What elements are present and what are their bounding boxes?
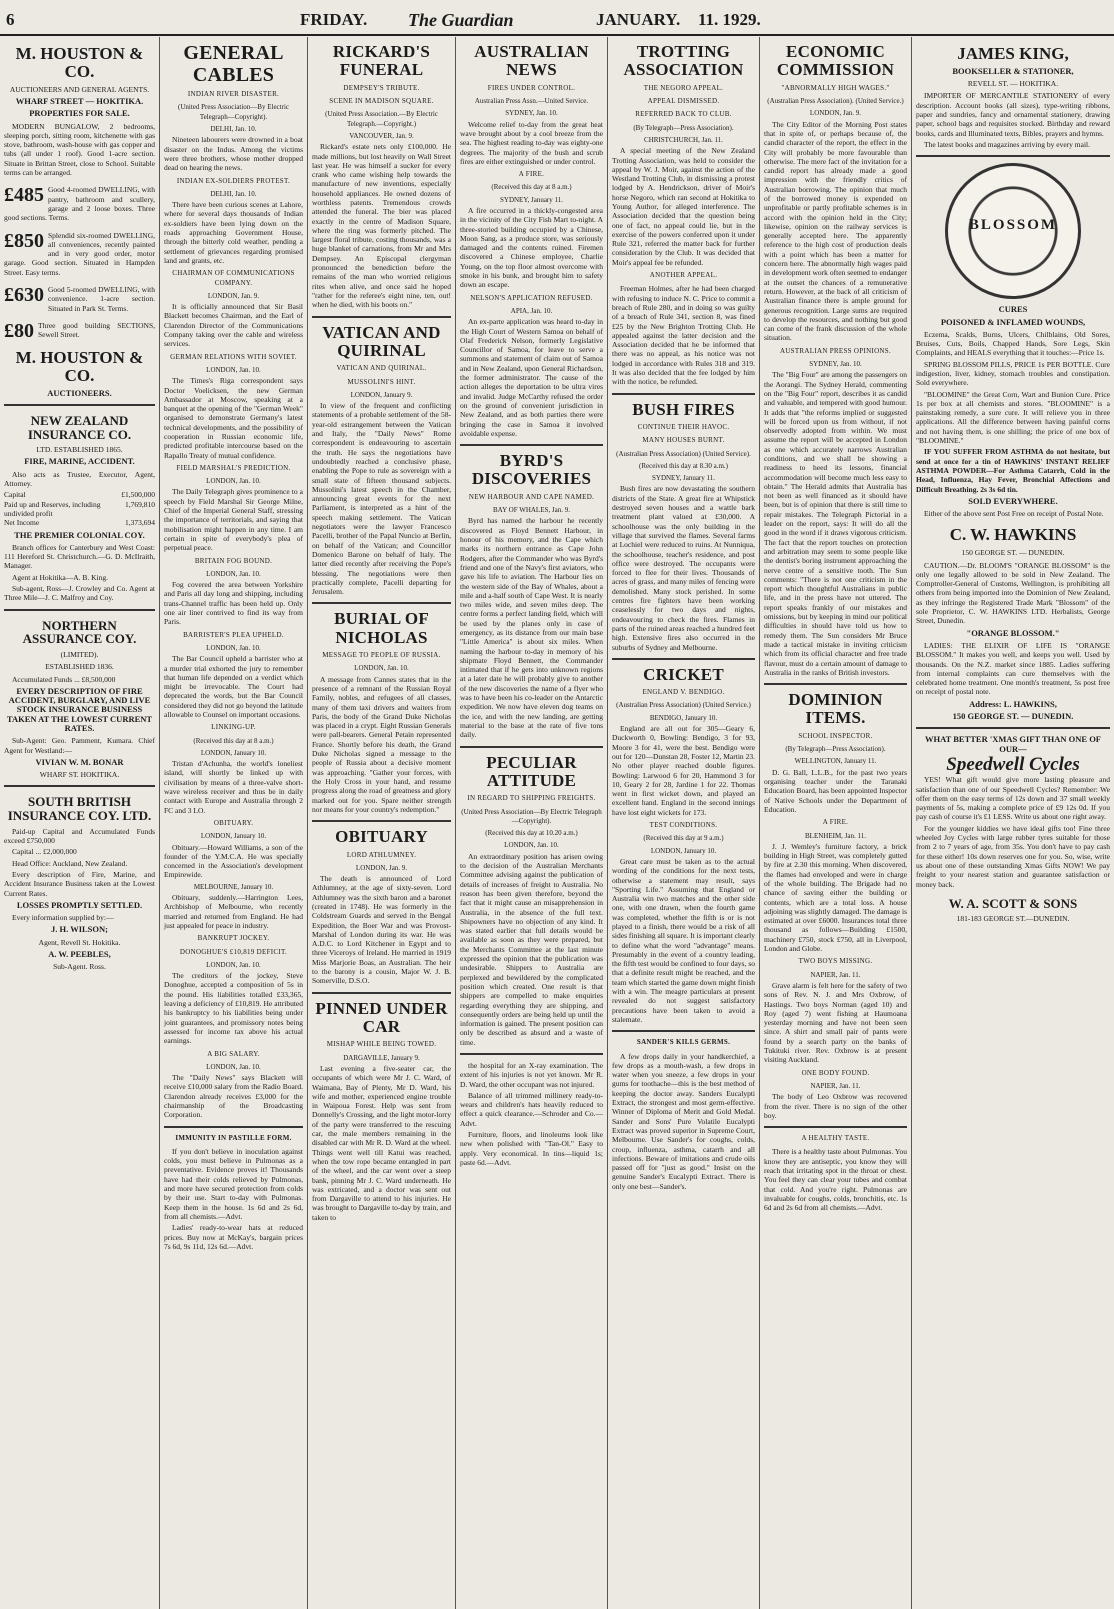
losses-settled: LOSSES PROMPTLY SETTLED.: [16, 899, 143, 910]
dateline: LONDON, Jan. 10.: [206, 960, 261, 969]
article-paragraph: An ex-parte application was heard to-day in the High Court of Western Samoa on behalf of Olaf Frederick Nelson, formerly Legislative Councillor of Samoa, for leave to serve a summons and statement of claim out of Samoa and in New Zealand, upon General Richardson, the former administrator. The cause of the action alleges the deportation to be ultra vires and invalid. Judge McCarthy refused the order on the ground of convenient jurisdiction in New Zealand, and as both parties there were bringing the case in Samoa it involved avoidable expense.: [460, 317, 603, 438]
houston-ad-title-2: M. HOUSTON & CO.: [15, 347, 144, 385]
article-paragraph: A special meeting of the New Zealand Trotting Association, was held to consider the appeal by W. J. Moir, against the action of the Westland Trotting Club, in dismissing a protest lodged by A. Hendrickson, driver of Moir's horse Negoro, which ran second at Hokitika to Young Author, for alleged interference. The Association decided that the question being one of fact, no appeal could lie, but in the exercise of the powers conferred upon it under Rule 321, referred the matter back for further consideration by the Club. It was decided that Moir's appeal fee be refunded.: [612, 146, 755, 267]
bush-fires-headline: BUSH FIRES: [632, 399, 735, 419]
northern-funds: Accumulated Funds ... £8,500,000: [12, 674, 116, 684]
credit-line: Australian Press Assn.—United Service.: [474, 97, 589, 106]
article-paragraph: Nineteen labourers were drowned in a boat disaster on the Indus. Among the victims were three brothers, whose mother dropped dead on hearing the news.: [164, 135, 303, 173]
nz-insurance-trustee: Also acts as Trustee, Executor, Agent, Attorney.: [4, 469, 155, 489]
dateline: LONDON, Jan. 9.: [207, 291, 260, 300]
divider: [312, 820, 451, 822]
divider: [312, 602, 451, 604]
hawkins-address: 150 GEORGE ST. — DUNEDIN.: [961, 548, 1065, 558]
article-paragraph: The body of Leo Oxbrow was recovered from the river. There is no sign of the other boy.: [764, 1092, 907, 1120]
column-1-ads: [0, 37, 160, 1609]
article-paragraph: England are all out for 305—Geary 6, Duckworth 0, Bowling: Bendigo, 3 for 93, Moore 3 for 41, were the best. Bendigo were out for 120—Dunstan 28, Foster 12, Martin 23. No other player reached double figures. Bowling: Larwood 6 for 20, Hammond 3 for 10, Geary 2 for 28, Jardine 1 for 22. Thomas went in first wicket down, and played an excellent hand. England in the second innings have lost eight wickets for 173.: [612, 724, 755, 817]
article-paragraph: the hospital for an X-ray examination. The extent of his injuries is not yet known. Mr R. D. Ward, the other occupant was not injured.: [460, 1060, 603, 1089]
hawkins-title: C. W. HAWKINS: [949, 525, 1077, 545]
information-supplied: Every information supplied by:—: [12, 913, 114, 923]
dateline: BAY OF WHALES, Jan. 9.: [493, 506, 570, 515]
credit-line: (United Press Association—By Electric Telegraph—Copyright).: [461, 807, 602, 825]
property-80: [4, 321, 155, 341]
dateline: LONDON, Jan. 10.: [504, 841, 559, 850]
advertisement-paragraph: Balance of all trimmed millinery ready-to-wears and children's hats heavily reduced to effect a quick clearance.—Schroder and Co.—Advt.: [460, 1090, 603, 1128]
article-paragraph: The death is announced of Lord Athlumney, at the age of sixty-seven. Lord Athlumney was the sixth baron and a baronet (created in 1748). He was formerly in the Coldstream Guards and served in the Bengal Expedition, the Boer War and was Provost-Marshal of London during its war. He was A.D.C. to Lord Kitchener in Egypt and to three Viceroys of Ireland. He married in 1919 Miss Marjorie Boas, an Australian. The heir to the barony is a cousin, Major W. J. B. Somerville, D.S.O.: [312, 874, 451, 986]
ledger-row: [4, 490, 155, 499]
article-paragraph: The "Big Four" are among the passengers on the Aorangi. The Sydney Herald, commenting on the "Big Four" report, describes it as candid and valuable, and tempered with good humour. It adds that "the reforms implied or suggested will be forced upon us from without, if not observedly adopted from within. We must assume the report will be accepted in London as one which accurately narrows Australian conditions, and we shall be showing a readiness to heed its lessons, financial accommodation will become much less easy to obtain." The Herald admits that Australia has not been as well financed as it should have been, but is of opinion that there is still time to repair mistakes. The Telegraph Pictorial in a leader on the report, says: It will do all the good in the word if it draws vigorous criticism. The fact that the report touches on protection and arbitration may seem to some people like the dentist's boring instrument approaching the nerve centre of a sensitive tooth. The Sun comments: "There is not one criticism in the report which thoughtful Australians in public life, and in the press have not uttered. The report speaks frankly of our mistakes and omissions, but by keeping in mind our political difficulties in should have told us how to remedy them. The Sun considers Mr Bruce made a tactical mistake in inviting criticism which from its official character and free trade flavour, must do a certain amount of damage to Australia in the ranks of British investors.: [764, 370, 907, 677]
houston-auctioneers: AUCTIONEERS.: [47, 387, 112, 398]
subhead: MANY HOUSES BURNT.: [642, 436, 725, 445]
subhead: ENGLAND V. BENDIGO.: [642, 688, 725, 697]
dateline: LONDON, January 10.: [650, 846, 717, 855]
advertisement-paragraph: If you don't believe in inoculation against colds, you must believe in Pulmonas as a preventative. Evidence proves it! Thousands have had their colds relieved by Pulmonas, and more have secured protection from colds by their use. Start to-day with Pulmonas. Keep them in the house. 1s 6d and 2s 6d, from all chemists.—Advt.: [164, 1146, 303, 1221]
subhead: SANDER'S KILLS GERMS.: [636, 1038, 731, 1047]
houston-subtitle: AUCTIONEERS AND GENERAL AGENTS.: [9, 84, 150, 94]
subhead: AUSTRALIAN PRESS OPINIONS.: [779, 346, 892, 355]
column-2-general-cables: [160, 37, 308, 1609]
nz-insurance-title: NEW ZEALAND INSURANCE CO.: [27, 412, 132, 442]
article-paragraph: J. J. Wemley's furniture factory, a brick building in High Street, was completely gutted by fire at 2.30 this morning. When discovered, the flames had enveloped and were in charge of the whole building. The Brigade had no chance of saving either the building or contents, which are a total loss. A house adjoining was slightly damaged. The damage is estimated at over £6000. Insurances total three thousand as follows—Building £1500, machinery £750, stock £750, all in Liverpool, London and Globe.: [764, 841, 907, 954]
advertisement-paragraph: A few drops daily in your handkerchief, a few drops as a mouth-wash, a few drops in water when you sneeze, a few drops in your gums for toothache—this is the best method of keeping the doctor away. Sanders Eucalypti Extract, the strongest and most germ-effective. Winner of Diploma of Merit and Gold Medal. Sander and Sons' Pure Volatile Eucalypti Extract was proved superior in Supreme Court, Melbourne. Use Sander's for coughs, colds, croup, influenza, asthma, catarrh and all infections. Beware of imitations and crude oils passed off for "just as good." Insist on the genuine Sander's Eucalypti Extract. There is only one best—Sander's.: [612, 1051, 755, 1191]
property-bungalow: MODERN BUNGALOW, 2 bedrooms, sleeping porch, sitting room, kitchenette with gas stove, bathroom, wash-house with gas copper and tubs (all under 1 roof). Good 1-acre section. Situate in Brittan Street, close to School. Suitable terms can be arranged.: [4, 121, 155, 178]
subhead: A FIRE.: [518, 170, 545, 179]
column-5-trotting: [608, 37, 760, 1609]
divider: [916, 155, 1110, 157]
northern-agents: Sub-Agent: Geo. Pamment, Kumara. Chief Agent for Westland:—: [4, 736, 155, 755]
ledger-value: £1,500,000: [121, 490, 155, 500]
article-paragraph: D. G. Ball, L.L.B., for the past two years organising teacher under the Taranaki Education Board, has been appointed Inspector of Native Schools under the Department of Education.: [764, 767, 907, 814]
bonar-name: VIVIAN W. M. BONAR: [35, 756, 124, 767]
dateline: NAPIER, Jan. 11.: [810, 1081, 861, 1090]
burial-headline: BURIAL OF NICHOLAS: [334, 609, 429, 647]
blossom-text: SPRING BLOSSOM PILLS, PRICE 1s PER BOTTLE. Cure indigestion, liver, kidney, stomach troubles and constipation. Sold everywhere.: [916, 359, 1110, 388]
pinned-headline: PINNED UNDER CAR: [315, 998, 448, 1037]
dateline: LONDON, January 9.: [350, 390, 413, 399]
peebles-name: A. W. PEEBLES,: [48, 949, 111, 960]
subhead: OBITUARY.: [213, 818, 254, 827]
column-3-rickard: [308, 37, 456, 1609]
peculiar-headline: PECULIAR ATTITUDE: [486, 752, 577, 790]
dateline: LONDON, Jan. 10.: [206, 477, 261, 486]
rickards-funeral-headline: RICKARD'S FUNERAL: [332, 42, 431, 80]
wilson-name: J. H. WILSON;: [51, 924, 108, 935]
northern-description: EVERY DESCRIPTION OF FIRE ACCIDENT, BURGLARY, AND LIVE STOCK INSURANCE BUSINESS TAKEN AT THE LOWEST CURRENT RATES.: [6, 685, 153, 733]
northern-established: ESTABLISHED 1836.: [45, 662, 114, 672]
northern-title: NORTHERN ASSURANCE COY.: [22, 617, 137, 647]
price-850: £850: [4, 229, 44, 252]
ledger-label: Net Income: [4, 518, 40, 528]
subhead: GERMAN RELATIONS WITH SOVIET.: [170, 352, 297, 361]
article-paragraph: The City Editor of the Morning Post states that in spite of, or perhaps because of, the candid character of the report, the effect in the City will probably be more favourable than otherwise. The mere fact of the invitation for a candid report has already made a good impression with the friendly critics of Australian borrowing. The opinion that much of the borrowed money is expended on unprofitable or partly profitable schemes is in accord with the opinion held in the City; likewise, opinion on the railway services is generally accepted here. The apparently reference to the high cost of production deals with a point which has been a matter for concern here. The abnormally high wages paid in development work often seemed to endanger at the outset the chances of a remunerative return. However, at the back of all criticism of Australian finance there is ample ground for generous recognition. Large sums are required to develop the resources, and nothing but good can come of the frank discussion of the whole situation.: [764, 119, 907, 343]
properties-heading: PROPERTIES FOR SALE.: [29, 108, 130, 119]
article-paragraph: Rickard's estate nets only £100,000. He made millions, but lost heavily on Wall Street last year. He was himself a sucker for every crank who came wishing help towards the manufacture of new inventions, especially household appliances. He owned dozens of worthless patents. Tremendous crowds attended the funeral. The bier was placed exactly in the centre of Madison Square, where the ring was formerly pitched. The largest floral tribute, costing thousands, was a huge blanket of carnations, from Mr and Mrs Dempsey. An Episcopal clergyman pronounced the benediction before the remains of the man who worried religious rites when alive, and once said he hoped "rather for the referee's eight nine, ten, out! when he died, with his boots on.": [312, 142, 451, 310]
masthead-day: FRIDAY.: [300, 10, 368, 29]
south-british-title: SOUTH BRITISH INSURANCE COY. LTD.: [7, 794, 152, 824]
blossom-text: Eczema, Scalds, Burns, Ulcers, Chilblains, Old Sores, Bruises, Cuts, Boils, Chapped Hands, Sore Legs, Skin Complaints, and HEALS everything that it touches:—Price 1s.: [916, 329, 1110, 358]
better-gift: WHAT BETTER 'XMAS GIFT THAN ONE OF OUR—: [924, 734, 1101, 754]
sub-agents: Sub-agent, Ross—J. Crowley and Co. Agent at Three Mile—J. C. Malfroy and Coy.: [4, 584, 155, 603]
credit-line: (United Press Association.—By Electric Telegraph.—Copyright.): [325, 110, 438, 128]
divider: [4, 785, 155, 787]
page-number: 6: [6, 10, 15, 29]
article-paragraph: The Daily Telegraph gives prominence to a speech by Field Marshal Sir George Milne, Chief of the Imperial General Staff, stressing the importance of territorials, and saying that mobilisation might happen in any time. I am certain in spite of everybody's plea of perpetual peace.: [164, 487, 303, 553]
subhead: DONOGHUE'S £10,819 DEFICIT.: [179, 947, 288, 956]
ledger-label: Paid up and Reserves, including undivided profit: [4, 499, 101, 518]
divider: [764, 683, 907, 685]
received-line: (Received this day at 10.20 a.m.): [485, 829, 578, 838]
article-paragraph: The "Daily News" says Blackett will receive £10,000 salary from the Radio Board. Clarendon already receives £3,000 for the chairmanship of the Broadcasting Corporation.: [164, 1073, 303, 1120]
advertisement-paragraph: Furniture, floors, and linoleums look like new when polished with "Tan-Ol." Easy to apply. Very economical. In tins—liquid 1s; paste 6d.—Advt.: [460, 1130, 603, 1167]
dominion-headline: DOMINION ITEMS.: [788, 690, 883, 728]
article-paragraph: There have been curious scenes at Lahore, where for several days thousands of Indian ex-soldiers have been lying down on the roads approaching Government House, through the bitterly cold weather, pending a settlement of grievances regarding promised land and grants, etc.: [164, 200, 303, 265]
dateline: SYDNEY, Jan. 10.: [505, 109, 558, 118]
south-british-capital: Capital ... £2,000,000: [12, 847, 77, 857]
cricket-headline: CRICKET: [643, 664, 724, 684]
cycles-text: For the younger kiddies we have ideal gifts too! Fine three wheeled Joy Cycles with large rubber tyres suitable for those from 2 to 7 years of age, from 35s. You don't have to pay cash for these either! 10s down reserves one for you. So, wise, write us about one of these outstanding Xmas Gifts NOW! We pay freight to your nearest station and guarantee satisfaction or money back.: [916, 823, 1110, 889]
speedwell-cycles: Speedwell Cycles: [946, 753, 1080, 775]
poisoned-wounds: POISONED & INFLAMED WOUNDS,: [940, 316, 1086, 327]
subhead: BANKRUPT JOCKEY.: [197, 934, 270, 943]
scott-address: 181-183 GEORGE ST.—DUNEDIN.: [956, 914, 1070, 924]
subhead: INDIAN RIVER DISASTER.: [187, 90, 280, 99]
agent-hokitika: Agent at Hokitika—A. B. King.: [12, 572, 109, 582]
subhead: CONTINUE THEIR HAVOC.: [637, 422, 730, 431]
subhead: INDIAN EX-SOLDIERS PROTEST.: [176, 176, 291, 185]
subhead: BRITAIN FOG BOUND.: [194, 556, 273, 565]
obituary-headline: OBITUARY: [335, 827, 428, 847]
article-paragraph: An extraordinary position has arisen owing to the decision of the Australian Merchants Committee advising against the publication of details of increases of freight to Australia. No reason has been given therefore, beyond the fact that it might cause an misapprehension in Australia, in the absence of the full text. Shipowners have no objection of any kind. It was stated earlier that full details would be available as soon as they were prepared, but the Merchants Committee at the last minute expressed the opinion that the publication was undesirable. Shippers to Australia are perplexed and bewildered by the complicated position which created. One result is that shippers are compelled to make enquiries regarding everything they are shipping, and consequently orders are being held up until the information is gained. The present position can only be described as absurd and a waste of time.: [460, 851, 603, 1047]
dateline: SYDNEY, January 11.: [652, 474, 715, 483]
northern-limited: (LIMITED).: [60, 649, 99, 659]
dateline: LONDON, Jan. 10.: [206, 365, 261, 374]
article-paragraph: Freeman Holmes, after he had been charged with refusing to induce N. C. Price to commit a breach of Rule 280, and in doing so was guilty of a breach of Rule 341, section 8, was fined £25 by the New Brighton Trotting Club. He appealed against the latter decision and the Association decided that he be informed that there was no appeal, as his notice was not lodged in accordance with Rules 318 and 319. It was also decided that the fee lodged by him with the notice, be refunded.: [612, 284, 755, 387]
advertisement-paragraph: Ladies' ready-to-wear hats at reduced prices. Buy now at McKay's, bargain prices 7s 6d, 9s 11d, 12s 6d.—Advt.: [164, 1223, 303, 1251]
divider: [460, 746, 603, 748]
credit-line: (By Telegraph—Press Association).: [785, 745, 886, 754]
dateline: LONDON, Jan. 10.: [206, 643, 261, 652]
subhead: DEMPSEY'S TRIBUTE.: [343, 83, 420, 92]
sold-everywhere: SOLD EVERYWHERE.: [968, 495, 1058, 506]
hawkins-address-2: 150 GEORGE ST. — DUNEDIN.: [952, 711, 1074, 722]
subhead: SCENE IN MADISON SQUARE.: [329, 97, 434, 106]
south-british-paid: Paid-up Capital and Accumulated Funds exceed £750,000: [4, 826, 155, 846]
received-line: (Received this day at 8 a.m.): [491, 183, 572, 192]
subhead: FIELD MARSHAL'S PREDICTION.: [176, 463, 291, 472]
south-british-office: Head Office: Auckland, New Zealand.: [12, 858, 128, 868]
dateline: LONDON, January 10.: [200, 748, 267, 757]
james-king-text: IMPORTER OF MERCANTILE STATIONERY of every description. Account books (all sizes), type-writing ribbons, paper and sundries, fancy and ornamental stationery, drawing paper, school bags and requisites stocked. Birthday and reward books, cards and Illuminated texts, Bibles, prayers and hymns.: [916, 91, 1110, 138]
hawkins-address-label: Address: L. HAWKINS,: [969, 698, 1057, 709]
article-paragraph: Obituary, suddenly.—Harrington Lees, Archbishop of Melbourne, who recently married and returned from England. He had just appealed for peace in industry.: [164, 893, 303, 930]
dateline: LONDON, Jan. 10.: [206, 1062, 261, 1071]
column-7-ads: [912, 37, 1114, 1609]
credit-line: (Australian Press Association). (United Service.): [767, 97, 904, 106]
divider: [164, 1126, 303, 1128]
south-british-desc: Every description of Fire, Marine, and Accident Insurance Business taken at the Lowest Current Rates.: [4, 869, 155, 898]
credit-line: (United Press Association—By Electric Telegraph—Copyright).: [177, 103, 289, 121]
property-850: [4, 231, 155, 277]
dateline: DELHI, Jan. 10.: [210, 125, 257, 134]
james-king-title: JAMES KING,: [957, 44, 1069, 63]
premier-colonial: THE PREMIER COLONIAL COY.: [14, 529, 145, 540]
subhead: TEST CONDITIONS.: [649, 821, 718, 830]
columns: [0, 37, 1114, 1609]
article-paragraph: Great care must be taken as to the actual wording of the conditions for the next tests, otherwise a statement may result, says "Sporting Life." Assuming that England or Australia win two matches and the other side one, with one drawn, when the fourth game was completed, whether the fifth is or is not played to a finish, there would be a risk of all sides finishing all square. It is important clearly to define what the word "advantage" means. Presumably in the event of a country leading, the fifth test would be confined to four days, so that a definite result might be reached, and the team which started the game down might finish with a win. The meagre particulars at present revealed do not suggest satisfactory precautions have been taken to avoid a stalemate.: [612, 856, 755, 1024]
ledger-row: [4, 500, 155, 519]
article-paragraph: Byrd has named the harbour he recently discovered as Floyd Bennett Harbour, in honour of his memory, and the Cape which marks its northern entrance as Cape John Rodgers, after the Commander who was Byrd's friend and one of the Navy's first aviators, who gave his life to aviation. The Harbour lies on the western side of the Bay of Whales, about a mile and a-half south of Cape West. It is nearly two miles wide, and seven miles deep. The centre forms a perfect landing field, which will be used by the planes only in case of emergency, as its distance from our main base "Little America" is about six miles. When naming the harbour to-day in memory of his shipmate Floyd Bennett, the Commander intimated that if he gets into unknown regions at a later date he will probably give to another of the new discoveries the name of a flyer who was to have been his co-leader on the Antarctic expedition. We now have eleven dog teams on the ice, and with the new landing, are getting material to the base at the rate of five tons daily.: [460, 516, 603, 740]
divider: [612, 658, 755, 660]
dateline: BLENHEIM, Jan. 11.: [805, 831, 866, 840]
advertisement-paragraph: There is a healthy taste about Pulmonas. You know they are antiseptic, you know they will reach that irritating spot in the throat or chest. You feel they can clear your tubes and combat that cold. And you're right. Pulmonas are invaluable for coughs, colds, bronchitis, etc. 1s 6d and 2s 6d from all chemists.—Advt.: [764, 1147, 907, 1213]
received-line: (Received this day at 8.30 a.m.): [638, 461, 729, 470]
masthead-month: JANUARY.: [596, 10, 681, 29]
nz-insurance-ledger: [4, 490, 155, 527]
article-paragraph: In view of the frequent and conflicting statements of a probable settlement of the 58-year-old estrangement between the Vatican and Italy, the "Daily News" Rome correspondent is endeavouring to ascertain the truth. He says the negotiations have undoubtedly reached a conclusive phase, enabling the Pope to rule as sovereign with a small state of fifteen thousand subjects. Mussolini's latest speech in the Chamber, announcing great events for the next Parliament, is interpreted as a hint of the speech making settlement. The Vatican negotiators were the lawyer Francesco Pacelli, brother of the Papal Nuncio at Berlin, on behalf of the Vatican; and Councillor Domenico Barone on behalf of Italy. The latter died recently after receiving the Pope's blessing. The negotiations were then practically complete, Pacelli departing for Jerusalem.: [312, 401, 451, 597]
subhead: NEW HARBOUR AND CAPE NAMED.: [468, 492, 595, 501]
subhead: A HEALTHY TASTE.: [801, 1134, 870, 1143]
wilson-agent: Agent, Revell St. Hokitika.: [38, 937, 121, 947]
divider: [460, 1053, 603, 1055]
dateline: NAPIER, Jan. 11.: [810, 970, 861, 979]
property-80-text: Three good building SECTIONS, Sewell Street.: [38, 320, 155, 340]
masthead-date: 11. 1929.: [698, 10, 761, 29]
general-cables-headline: GENERAL CABLES: [183, 42, 284, 86]
ledger-row: [4, 518, 155, 527]
divider: [4, 404, 155, 406]
branch-offices: Branch offices for Canterbury and West Coast: 111 Hereford St. Christchurch.—G. D. McIlraith, Manager.: [4, 542, 155, 571]
article-paragraph: The creditors of the jockey, Steve Donoghue, accepted a composition of 5s in the pound. His liabilities totalled £33,365, leaving a deficiency of £10,819. He attributed his bankruptcy to his liabilities being under joint guarantees, and promissory notes being assessed for income tax above his actual earnings.: [164, 971, 303, 1046]
dateline: SYDNEY, January 11.: [500, 195, 563, 204]
ledger-label: Capital: [4, 490, 26, 500]
trotting-headline: TROTTING ASSOCIATION: [623, 42, 744, 80]
subhead: MISHAP WHILE BEING TOWED.: [326, 1040, 437, 1049]
orange-blossom-seal: [945, 163, 1081, 299]
received-line: (Received this day at 9 a.m.): [643, 834, 724, 843]
dateline: MELBOURNE, January 10.: [193, 882, 274, 891]
article-paragraph: Fog covered the area between Yorkshire and Paris all day long and shipping, including trans-Channel traffic has been held up. Only one air liner contrived to find its way from Paris.: [164, 580, 303, 627]
dateline: LONDON, Jan. 10.: [206, 569, 261, 578]
ladies-text: LADIES: THE ELIXIR OF LIFE IS "ORANGE BLOSSOM." It makes you well, and keeps you well. Used by thousands. On the N.Z. market since 1885. Ladies suffering from internal complaints can cure themselves with the celebrated home treatment. One month's treatment, 5s post free on receipt of postal note.: [916, 640, 1110, 697]
australian-news-headline: AUSTRALIAN NEWS: [474, 42, 589, 80]
seal-text: BLOSSOM: [968, 217, 1058, 234]
peebles-sub-agent: Sub-Agent. Ross.: [53, 962, 106, 972]
credit-line: (Australian Press Association) (United Service.): [616, 701, 751, 710]
divider: [4, 609, 155, 611]
subhead: A BIG SALARY.: [207, 1049, 260, 1058]
article-paragraph: A fire occurred in a thickly-congested area in the vicinity of the City Fish Mart to-night. A three-storied building occupied by a Chinese, Moon Sang, as a produce store, was seriously damaged and the contents ruined. Firemen discovered a Chinese employee, Charlie Young, on the top floor almost overcome with smoke in his bunk, and brought him to safety down an escape.: [460, 205, 603, 290]
dateline: WELLINGTON, January 11.: [794, 757, 877, 766]
price-80: £80: [4, 319, 34, 342]
column-6-economic: [760, 37, 912, 1609]
ledger-value: 1,373,694: [125, 518, 155, 528]
property-630-text: Good 5-roomed DWELLING, with convenience. 1-acre section. Situated in Park St. Terms.: [48, 285, 155, 313]
price-485: £485: [4, 184, 44, 207]
property-485-text: Good 4-roomed DWELLING, with pantry, bathroom and scullery, garage and 2 loose boxes. Three good sections. Terms.: [4, 185, 155, 223]
orange-blossom-label: "ORANGE BLOSSOM.": [966, 627, 1060, 638]
article-paragraph: It is officially announced that Sir Basil Blackett becomes Chairman, and the Earl of Clarendon Director of the Communications Company taking over the cable and wireless services.: [164, 302, 303, 349]
vatican-headline: VATICAN AND QUIRINAL: [322, 322, 441, 360]
subhead: FIRES UNDER CONTROL.: [487, 83, 576, 92]
divider: [312, 992, 451, 994]
dateline: LONDON, Jan. 10.: [354, 664, 409, 673]
economic-headline: ECONOMIC COMMISSION: [776, 42, 895, 80]
article-paragraph: The Times's Riga correspondent says Doctor Voelicksen, the new German Ambassador at Moscow, speaking at a banquet at the opening of the "German Week" organised to demonstrate Germany's latest technical developments, and the possibility of cooperation in Russian economic life, predicted profitable intercourse based on the Rapallo Treaty of mutual confidence.: [164, 376, 303, 460]
dateline: VANCOUVER, Jan. 9.: [349, 131, 414, 140]
divider: [916, 727, 1110, 729]
scott-title: W. A. SCOTT & SONS: [948, 895, 1078, 911]
subhead: BARRISTER'S PLEA UPHELD.: [183, 630, 284, 639]
subhead: LORD ATHLUMNEY.: [346, 850, 417, 859]
received-line: (Received this day at 8 a.m.): [193, 736, 274, 745]
james-king-text: The latest books and magazines arriving by every mail.: [924, 139, 1090, 149]
subhead: IN REGARD TO SHIPPING FREIGHTS.: [467, 794, 596, 803]
houston-ad-title: M. HOUSTON & CO.: [15, 44, 144, 81]
subhead: ANOTHER APPEAL.: [649, 271, 718, 280]
column-4-australian: [456, 37, 608, 1609]
subhead: LINKING-UP.: [211, 723, 256, 732]
subhead: IMMUNITY IN PASTILLE FORM.: [175, 1133, 292, 1142]
houston-address: WHARF STREET — HOKITIKA.: [15, 95, 144, 106]
cycles-text: YES! What gift would give more lasting pleasure and satisfaction than one of our Speedwell Cycles? Remember: We offer them on the easy terms of 12s down and 37 small weekly payments of 5s, making a complete price of £9 12s 0d. If you pay cash of course it's £1 LESS. Write us about one right away.: [916, 775, 1110, 822]
masthead-title: The Guardian: [408, 10, 514, 30]
dateline: APIA, Jan. 10.: [510, 306, 553, 315]
credit-line: (By Telegraph—Press Association).: [633, 123, 734, 132]
subhead: APPEAL DISMISSED.: [647, 97, 720, 106]
cures-label: CURES: [998, 304, 1028, 315]
subhead: A FIRE.: [822, 818, 849, 827]
ledger-value: 1,769,810: [125, 499, 155, 509]
subhead: "ABNORMALLY HIGH WAGES.": [781, 83, 890, 92]
article-paragraph: The Bar Council upheld a barrister who at a murder trial exhorted the jury to remember that human life depended on a verdict which might be irrevocable. The Court had deprecated the words, but the Bar Council considered they did not go beyond the latitude allowable to Counsel on important occasions.: [164, 654, 303, 719]
subhead: SCHOOL INSPECTOR.: [798, 731, 873, 740]
property-850-text: Splendid six-roomed DWELLING, all conveniences, recently painted and in very good order, motor garage. Good section. Situated in Hampden Street. Easy terms.: [4, 230, 155, 277]
article-paragraph: Tristan d'Achunha, the world's loneliest island, will shortly be linked up with civilisation by means of a three-valve short-wave wireless receiver and thus be in daily contact with Europe and Australia through 2 FC and 3 LO.: [164, 759, 303, 815]
subhead: ONE BODY FOUND.: [801, 1068, 870, 1077]
divider: [612, 1030, 755, 1032]
dateline: CHRISTCHURCH, Jan. 11.: [644, 135, 723, 144]
subhead: REFERRED BACK TO CLUB.: [635, 110, 732, 119]
james-king-subtitle: BOOKSELLER & STATIONER,: [952, 65, 1074, 76]
divider: [460, 444, 603, 446]
dateline: LONDON, January 10.: [200, 832, 267, 841]
james-king-address: REVELL ST. — HOKITIKA.: [967, 79, 1059, 89]
subhead: THE NEGORO APPEAL.: [643, 83, 724, 92]
divider: [612, 393, 755, 395]
property-630: [4, 285, 155, 313]
article-paragraph: A message from Cannes states that in the presence of a remnant of the Russian Royal Family, nobles, and refugees of all classes, many of them taxi drivers and waiters from Paris, the body of the Grand Duke Nicholas was placed in a crypt. Eight Russian Generals were pall-bearers. General Petain represented France. Shortly before his death, the Grand Duke Nicholas signed a message to the people of Russia about a decisive moment was approaching. "Gather your forces, with the Holy Cross in your hand, and resume progress along the road of greatness and glory marked out for you. Spare neither strength nor means for your country's redemption.": [312, 674, 451, 814]
nz-insurance-est: LTD. ESTABLISHED 1865.: [36, 445, 123, 455]
divider: [764, 1126, 907, 1128]
credit-line: (Australian Press Association) (United Service).: [616, 449, 751, 458]
subhead: VATICAN AND QUIRINAL.: [336, 364, 427, 373]
article-paragraph: Grave alarm is felt here for the safety of two sons of Rev. N. J. and Mrs Oxbrow, of Hastings. Two boys Norman (aged 10) and Roy (aged 7) went fishing at Haumoana yesterday morning and have not been seen since. A shirt and small pair of pants were found by a search party on the banks of Tukituki river. Rev. Oxbrow is at present visiting Auckland.: [764, 980, 907, 1065]
bloomine-text: "BLOOMINE" the Great Corn, Wart and Bunion Cure. Price 1s per box at all chemists and stores. "BLOOMINE" is a painstaking remedy, a sure cure. It will relieve you in three applications. All the difference between having painful corns and not having them, is one shilling; the price of one box of "BLOOMINE.": [916, 389, 1110, 446]
bonar-address: WHARF ST. HOKITIKA.: [39, 770, 120, 780]
subhead: MUSSOLINI'S HINT.: [347, 377, 416, 386]
nz-insurance-kinds: FIRE, MARINE, ACCIDENT.: [24, 456, 135, 467]
dateline: SYDNEY, Jan. 10.: [809, 360, 862, 369]
dateline: DELHI, Jan. 10.: [210, 189, 257, 198]
property-485: [4, 185, 155, 222]
dateline: LONDON, Jan. 9.: [355, 863, 408, 872]
article-paragraph: Welcome relief to-day from the great heat wave brought about by a cool breeze from the sea. The highest reading to-day was eighty-one degrees. The majority of the bush and scrub fires are either extinguished or under control.: [460, 119, 603, 166]
caution-text: CAUTION.—Dr. BLOOM'S "ORANGE BLOSSOM" is the only one legally allowed to be sold in New Zealand. The Comptroller-General of Customs, Wellington, is prohibiting all others from being imported into the Dominion of New Zealand, as they infringe the Registered Trade Mark "Blossom" of the sole Proprietor, C. W. HAWKINS LTD. Herbalists, George Street, Dunedin.: [916, 560, 1110, 626]
subhead: NELSON'S APPLICATION REFUSED.: [470, 293, 593, 302]
price-630: £630: [4, 284, 44, 307]
divider: [312, 316, 451, 318]
subhead: TWO BOYS MISSING.: [798, 957, 873, 966]
subhead: MESSAGE TO PEOPLE OF RUSSIA.: [322, 651, 441, 660]
dateline: DARGAVILLE, January 9.: [343, 1053, 420, 1062]
masthead: [0, 0, 1114, 36]
byrd-headline: BYRD'S DISCOVERIES: [471, 451, 592, 489]
post-free-text: Either of the above sent Post Free on receipt of Postal Note.: [924, 509, 1104, 519]
asthma-text: IF YOU SUFFER FROM ASTHMA do not hesitate, but send at once for a tin of HAWKINS' INSTANT RELIEF ASTHMA POWDER—For Asthma Catarrh, Cold in the Head, Influenza, Hay Fever, Bronchial Affections and Difficult Breathing. 2s 3s 6d tin.: [916, 447, 1110, 494]
article-paragraph: Obituary.—Howard Williams, a son of the founder of the Y.M.C.A. He was specially concerned in the Association's development Empirewide.: [164, 842, 303, 880]
article-paragraph: Bush fires are now devastating the southern districts of the State. A great fire at Whipstick destroyed seven houses and a wattle bark treatment plant valued at £30,000. A schoolhouse was the only building in the village that survived the flames. Several farms at Lochiel were reduced to ruins. At Nunniqua, the schoolhouse, teacher's residence, and post office were destroyed. The occupants were forced to flee for their lives. Thousands of acres of grass, and many miles of fencing were demolished. Many stock perished. In some centres fire fighters have been working ceaselessly for two days and nights, endeavouring to check the fires. Flames in parts of the ruined areas reached a hundred feet high. Extensive fires also occurred in the suburbs of Sydney and Melbourne.: [612, 484, 755, 652]
dateline: BENDIGO, January 10.: [649, 713, 718, 722]
article-paragraph: Last evening a five-seater car, the occupants of which were Mr J. C. Ward, of Waimana, Bay of Plenty, Mr D. Ward, his wife and mother, experienced engine trouble in Waipoua Forest. Help was sent from Donnelly's Crossing, and the light motor-lorry of the party were transferred to the rescuing car, the male members remaining in the disabled car with Mr R. D. Ward at the wheel. Things went well till Katui was reached, when the tow rope became entangled in part of the wheel, and the car went over a steep bank, pinning Mr J. C. Ward underneath. He was extricated, and a doctor was sent out from Dargaville to attend to his injuries. He was brought to Dargaville to-day by train, and taken to: [312, 1063, 451, 1222]
subhead: CHAIRMAN OF COMMUNICATIONS COMPANY.: [172, 269, 295, 287]
dateline: LONDON, Jan. 9.: [809, 109, 862, 118]
